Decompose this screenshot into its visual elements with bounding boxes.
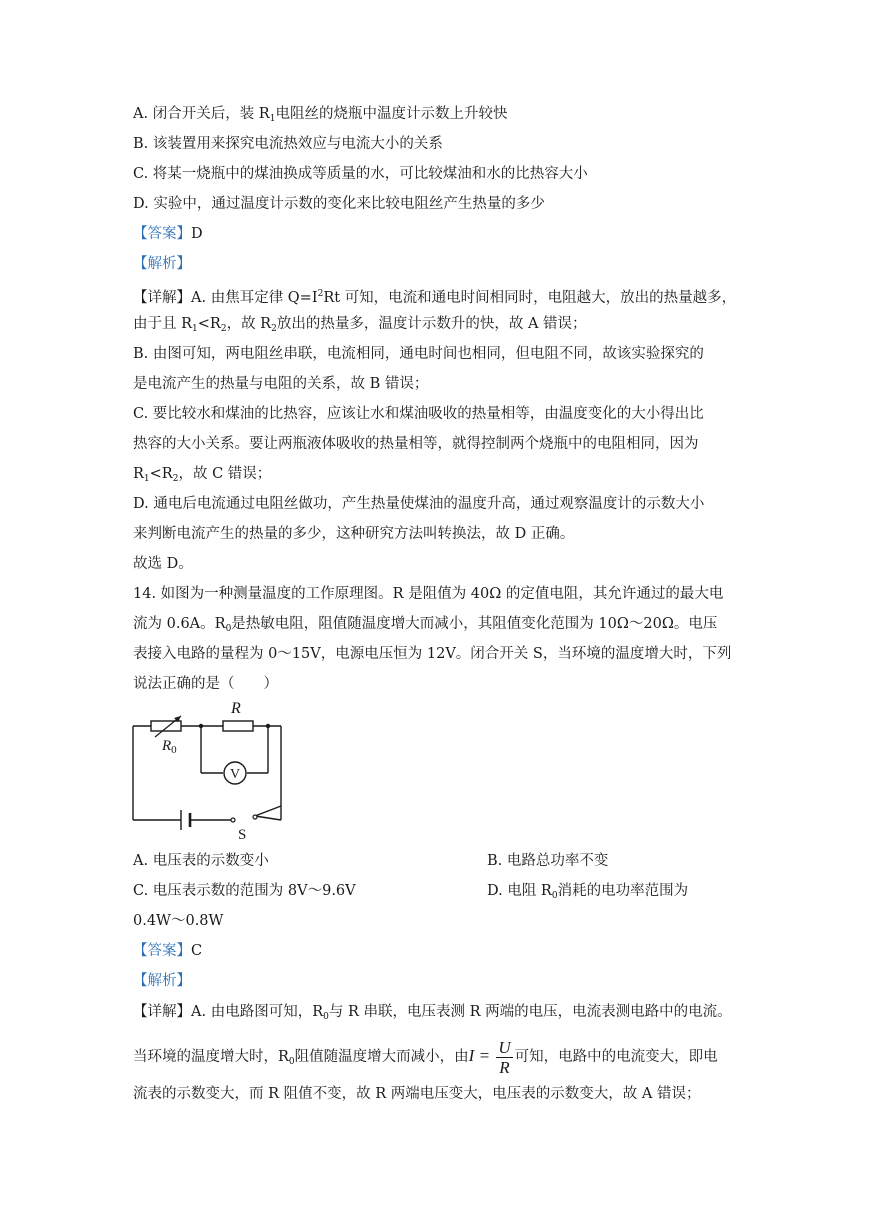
q14-stem-line: 14. 如图为一种测量温度的工作原理图。R 是阻值为 40Ω 的定值电阻，其允许通过的最大电 <box>133 586 724 602</box>
q14-explanation-line: 当环境的温度增大时，$R_0$阻值随温度增大而减小，由I = $\frac{U}{R}$ 可知，电路中的电流变大，即电 <box>133 1037 718 1077</box>
q13-explanation-line: D. 通电后电流通过电阻丝做功，产生热量使煤油的温度升高，通过观察温度计的示数大小 <box>133 496 705 512</box>
q13-explanation-line: $R_1<R_2$，故 C 错误； <box>133 466 272 484</box>
q13-option-a: A. 闭合开关后，装 $R_1$电阻丝的烧瓶中温度计示数上升较快 <box>133 106 508 124</box>
q13-explanation-line: 热容的大小关系。要让两瓶液体吸收的热量相等，就得控制两个烧瓶中的电阻相同，因为 <box>133 436 699 452</box>
q14-stem-line: 说法正确的是（ ） <box>133 676 278 692</box>
q14-stem-line: 流为 0.6A。$R_0$是热敏电阻，阻值随温度增大而减小，其阻值变化范围为 10Ω～20Ω。电压 <box>133 616 718 634</box>
q13-answer: 【答案】D <box>133 226 203 242</box>
thermistor-r0 <box>151 721 181 731</box>
q14-answer: 【答案】C <box>133 943 203 959</box>
q13-explanation-line: 来判断电流产生的热量的多少，这种研究方法叫转换法，故 D 正确。 <box>133 526 575 542</box>
q14-stem-line: 表接入电路的量程为 0～15V，电源电压恒为 12V。闭合开关 S，当环境的温度增大时，下列 <box>133 646 732 662</box>
circuit-diagram <box>125 696 295 840</box>
q14-option-d: D. 电阻 $R_0$消耗的电功率范围为 <box>487 883 689 901</box>
voltmeter-label: V <box>229 767 241 782</box>
formula-current: I <box>468 1046 475 1065</box>
q13-conclusion: 故选 D。 <box>133 556 193 572</box>
q13-explanation-line: C. 要比较水和煤油的比热容，应该让水和煤油吸收的热量相等，由温度变化的大小得出比 <box>133 406 704 422</box>
q13-explanation-line: B. 由图可知，两电阻丝串联，电流相同，通电时间也相同，但电阻不同，故该实验探究的 <box>133 346 704 362</box>
q13-explanation-line: 由于且 $R_1<R_2$，故 $R_2$放出的热量多，温度计示数升的快，故 A 错误； <box>133 316 587 334</box>
label-r: R <box>231 700 241 717</box>
q13-explanation-line: 【详解】A. 由焦耳定律 $Q=I^2Rt$ 可知，电流和通电时间相同时，电阻越大，放出的热量越多， <box>133 289 737 306</box>
q14-option-a: A. 电压表的示数变小 <box>133 853 269 869</box>
label-s: S <box>238 827 247 840</box>
q13-analysis-heading: 【解析】 <box>133 256 191 272</box>
resistor-r <box>223 721 253 731</box>
q14-analysis-heading: 【解析】 <box>133 973 191 989</box>
q14-option-c: C. 电压表示数的范围为 8V～9.6V <box>133 883 356 899</box>
q13-option-c: C. 将某一烧瓶中的煤油换成等质量的水，可比较煤油和水的比热容大小 <box>133 166 588 182</box>
q14-explanation-line: 【详解】A. 由电路图可知，$R_0$与 R 串联，电压表测 R 两端的电压，电流表测电路中的电流。 <box>133 1004 732 1022</box>
q14-option-d-continued: 0.4W～0.8W <box>133 913 224 929</box>
q14-explanation-line: 流表的示数变大，而 R 阻值不变，故 R 两端电压变大，电压表的示数变大，故 A 错误； <box>133 1086 701 1102</box>
q13-option-d: D. 实验中，通过温度计示数的变化来比较电阻丝产生热量的多少 <box>133 196 545 212</box>
formula-fraction: $\frac{U}{R}$ <box>498 1037 511 1077</box>
label-r0: $R_0$ <box>162 738 177 756</box>
q14-option-b: B. 电路总功率不变 <box>487 853 609 869</box>
q13-explanation-line: 是电流产生的热量与电阻的关系，故 B 错误； <box>133 376 429 392</box>
switch-contact <box>231 818 235 822</box>
switch-contact <box>253 815 257 819</box>
q13-option-b: B. 该装置用来探究电流热效应与电流大小的关系 <box>133 136 443 152</box>
